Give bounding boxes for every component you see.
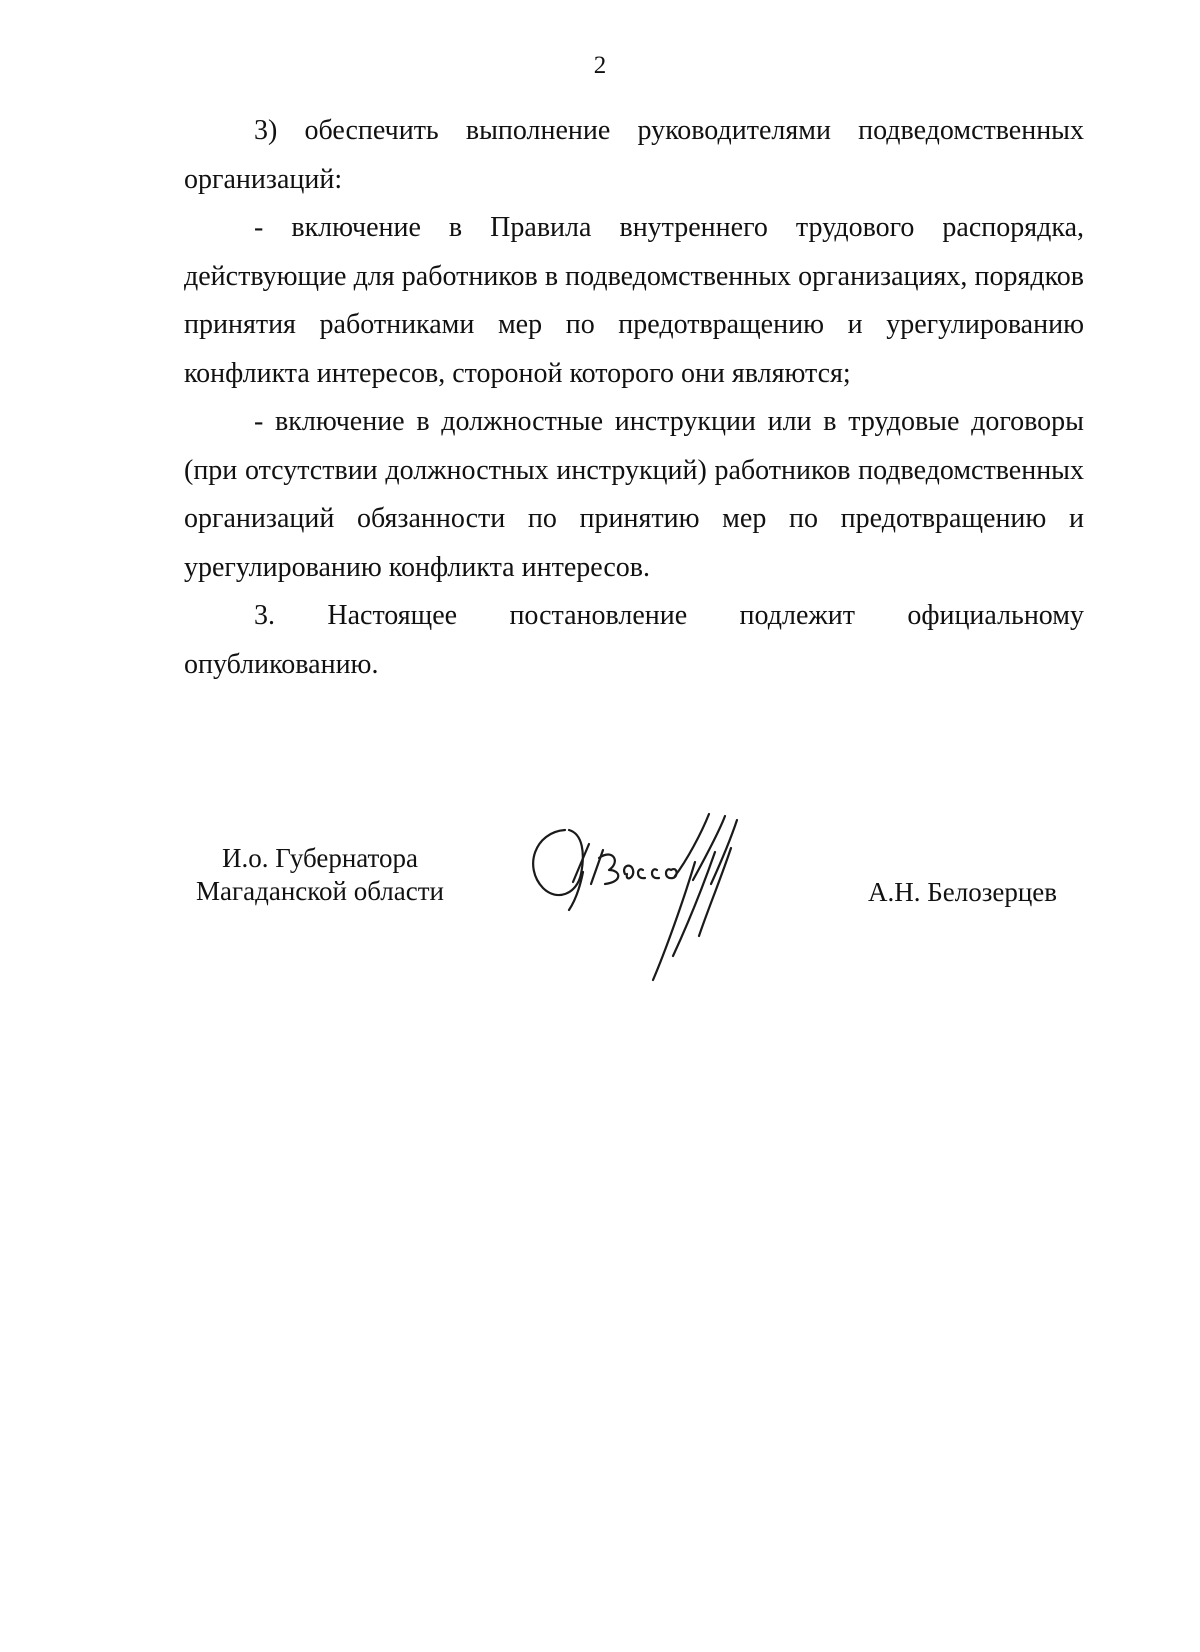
signatory-role-line-2: Магаданской области [196,876,444,906]
page-number: 2 [593,52,607,79]
paragraph-bullet-rules: - включение в Правила внутреннего трудового распорядка, действующие для работников в подведомственных организациях, порядков принятия работниками мер по предотвращению и урегулированию конфликта интересов, стороной которого они являются; [184,212,1084,389]
handwritten-signature [525,812,765,982]
signatory-name: А.Н. Белозерцев [868,877,1058,907]
signatory-role [170,842,470,908]
paragraph-item-3: 3) обеспечить выполнение руководителями подведомственных организаций: [184,115,1084,195]
paragraph-bullet-instructions: - включение в должностные инструкции или в трудовые договоры (при отсутствии должностных инструкций) работников подведомственных организаций обязанности по принятию мер по предотвращению и урегулированию конфликта интересов. [184,406,1084,583]
document-body [184,107,1084,689]
signatory-role-line-1: И.о. Губернатора [221,843,418,873]
paragraph-point-3: 3. Настоящее постановление подлежит официальному опубликованию. [184,600,1084,680]
